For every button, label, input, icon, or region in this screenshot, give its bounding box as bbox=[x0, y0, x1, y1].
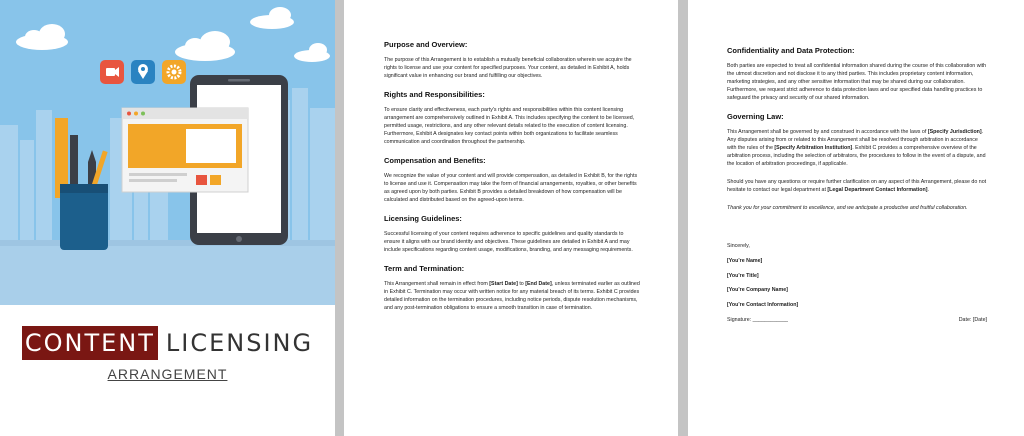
section-heading-licensing: Licensing Guidelines: bbox=[384, 214, 462, 223]
date-line: Date: [Date] bbox=[958, 316, 987, 323]
section-body-purpose: The purpose of this Arrangement is to establish a mutually beneficial collaboration wherein we acquire the rights to license and use your content for specified purposes. Your content, as detailed in Exhibit A, holds significant value in enhancing our brand and fulfilling our objectives. bbox=[384, 57, 632, 79]
section-body-rights: To ensure clarity and effectiveness, each party's rights and responsibilities within this content licensing arrangement are comprehensively outlined in Exhibit A. This includes specifying the content to be licensed, permitted usage, restrictions, and any other relevant details related to the execution of content licensing. Furthermore, Exhibit A designates key contact points within both organizations to facilitate seamless communication and coordination throughout the partnership. bbox=[384, 107, 635, 145]
signature-block bbox=[727, 242, 987, 324]
cover-page bbox=[0, 0, 335, 436]
sincerely-line: Sincerely, bbox=[727, 243, 750, 249]
governing-text-3: . Exhibit C provides a comprehensive overview of the arbitration process, including the selection of arbitrators, the procedures to follow in the event of a dispute, and the location of arbitration proceedings, if applicable. bbox=[727, 145, 986, 167]
cover-title bbox=[0, 326, 335, 360]
document-page-3 bbox=[688, 0, 1024, 436]
browser-window bbox=[122, 108, 248, 192]
governing-text-1: This Arrangement shall be governed by and construed in accordance with the laws of bbox=[727, 129, 928, 135]
section-heading-purpose: Purpose and Overview: bbox=[384, 40, 468, 49]
contact-placeholder: [You're Contact Information] bbox=[727, 302, 799, 309]
questions-text-2: . bbox=[927, 187, 929, 193]
company-placeholder: [You're Company Name] bbox=[727, 287, 788, 294]
section-heading-confidentiality: Confidentiality and Data Protection: bbox=[727, 46, 855, 55]
section-body-confidentiality: Both parties are expected to treat all confidential information shared during the course of this collaboration with the utmost discretion and not disclose it to any third parties. This includes proprietary content information, marketing strategies, and any other sensitive information that may be shared during our collaboration. Furthermore, we request strict adherence to data protection laws and our specified data handling practices to safeguard the privacy and security of our shared information. bbox=[727, 63, 987, 101]
section-body-licensing: Successful licensing of your content requires adherence to specific guidelines and quality standards to ensure it aligns with our brand identity and objectives. These guidelines are detailed in Exhibit A and may include specifications regarding content usage, modifications, branding, and any messaging requirements. bbox=[384, 231, 633, 253]
end-date-placeholder: [End Date] bbox=[525, 281, 552, 287]
section-heading-rights: Rights and Responsibilities: bbox=[384, 90, 485, 99]
term-text-3: , unless terminated earlier as outlined in Exhibit C. Termination may occur with written notice for any material breach of its terms. Exhibit C provides detailed information on the termination procedures, including notice periods, dispute resolution mechanisms, and any post-termination obligations to ensure a smooth transition in case of termination. bbox=[384, 281, 640, 311]
thanks-paragraph: Thank you for your commitment to excellence, and we anticipate a productive and fruitful collaboration. bbox=[727, 205, 968, 211]
section-body-governing-law bbox=[727, 128, 987, 168]
cover-illustration bbox=[0, 0, 335, 305]
questions-text-1: Should you have any questions or require further clarification on any aspect of this Arrangement, please do not hesitate to contact our legal department at bbox=[727, 179, 987, 193]
title-placeholder: [You're Title] bbox=[727, 272, 759, 279]
governing-text-2: . Any disputes arising from or related to this Arrangement shall be resolved through arbitration in accordance with the rules of the bbox=[727, 129, 984, 151]
signature-date-row bbox=[727, 316, 987, 324]
section-heading-term: Term and Termination: bbox=[384, 264, 465, 273]
page-2-content bbox=[384, 40, 640, 322]
gear-icon bbox=[162, 60, 186, 84]
legal-contact-placeholder: [Legal Department Contact Information] bbox=[827, 187, 928, 193]
start-date-placeholder: [Start Date] bbox=[489, 281, 518, 287]
cover-title-word-content: CONTENT bbox=[22, 326, 158, 360]
name-placeholder: [You're Name] bbox=[727, 257, 763, 264]
document-page-2 bbox=[344, 0, 678, 436]
page-3-content bbox=[727, 46, 987, 324]
term-text-2: to bbox=[517, 281, 526, 287]
section-body-term bbox=[384, 280, 640, 312]
section-heading-compensation: Compensation and Benefits: bbox=[384, 156, 486, 165]
cover-subtitle: ARRANGEMENT bbox=[107, 366, 228, 382]
signature-line: Signature: ____________ bbox=[727, 316, 788, 323]
term-text-1: This Arrangement shall remain in effect from bbox=[384, 281, 490, 287]
section-body-compensation: We recognize the value of your content and will provide compensation, as detailed in Exhibit B, for the rights to license and use it. Compensation may take the form of financial arrangements, royalties, or other benefits as agreed upon by both parties. Exhibit B provides a detailed breakdown of how compensation will be calculated and distributed based on the agreed-upon terms. bbox=[384, 173, 638, 203]
cover-title-word-licensing: LICENSING bbox=[165, 329, 314, 357]
institution-placeholder: [Specify Arbitration Institution] bbox=[774, 145, 853, 151]
section-heading-governing-law: Governing Law: bbox=[727, 112, 784, 121]
map-pin-icon bbox=[131, 60, 155, 84]
jurisdiction-placeholder: [Specify Jurisdiction] bbox=[927, 129, 982, 135]
questions-paragraph bbox=[727, 178, 987, 194]
video-camera-icon bbox=[100, 60, 124, 84]
